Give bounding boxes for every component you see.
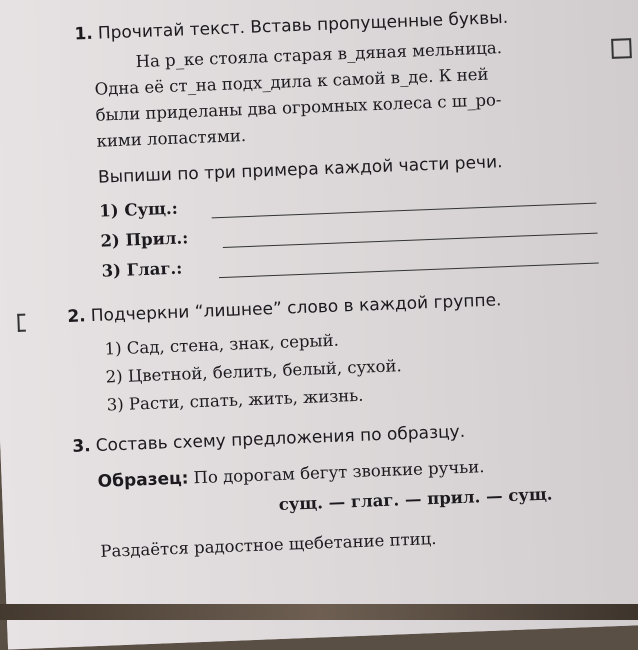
task1-number: 1. [74,23,94,45]
task2-instruction: Подчеркни “лишнее” слово в каждой группе. [90,290,502,327]
task1-instruction: Прочитай текст. Вставь пропущенные буквы. [97,7,509,44]
task3-number: 3. [71,436,92,457]
sample-scheme: сущ. — глаг. — прил. — сущ. [278,484,553,514]
task1-text-line-1: На р_ке стояла старая в_дяная мельница. [135,38,503,72]
task1-subinstruction: Выпиши по три примера каждой части речи. [97,152,503,188]
item-noun-label: 1) Сущ.: [98,198,179,221]
item-adjective-label: 2) Прил.: [100,228,189,251]
task1-text-line-2: Одна её ст_на подх_дила к самой в_де. К ней [94,64,489,99]
task2-group-1: 1) Сад, стена, знак, серый. [104,330,340,359]
task2-group-2: 2) Цветной, белить, белый, сухой. [105,356,403,387]
sample-text: По дорогам бегут звонкие ручьи. [193,457,485,488]
task2-number: 2. [66,306,87,327]
item-verb-label: 3) Глаг.: [101,258,183,281]
task1-text-line-4: кими лопастями. [96,125,247,151]
task3-sentence: Раздаётся радостное щебетание птиц. [100,528,437,561]
task3-instruction: Составь схему предложения по образцу. [95,421,466,456]
checkbox-icon [611,38,632,59]
table-edge [0,604,638,620]
sample-label: Образец: [97,468,189,492]
margin-bracket [17,314,26,332]
task1-text-line-3: были приделаны два огромных колеса с ш_ро- [95,90,502,125]
task2-group-3: 3) Расти, спать, жить, жизнь. [106,385,364,415]
